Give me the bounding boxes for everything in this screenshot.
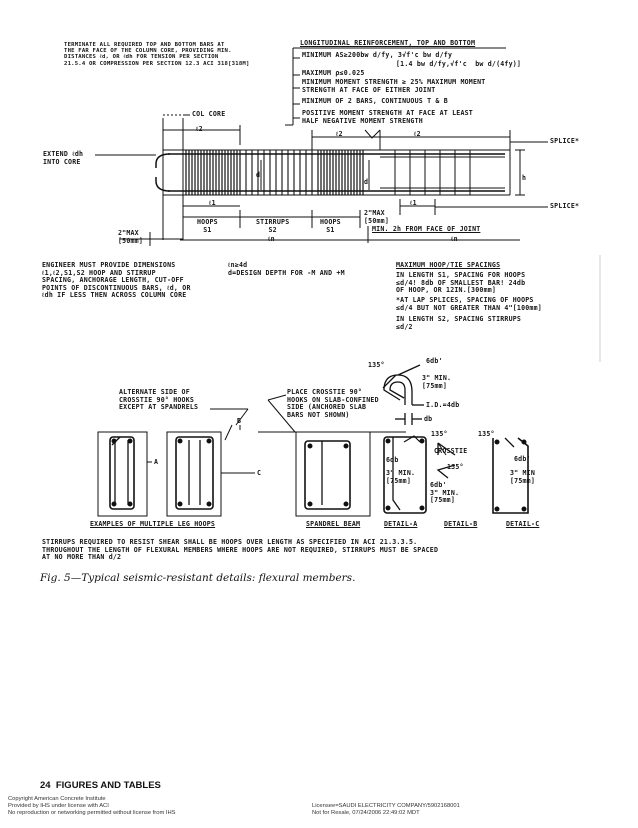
two-max-left: 2"MAX [50mm] [118, 229, 144, 245]
hook-id: I.D.=4db [426, 401, 460, 409]
splice-region [380, 150, 505, 195]
detail-b-title: DETAIL-B [444, 520, 478, 528]
page-footer [40, 780, 161, 791]
detail-135-c: 135° [478, 430, 495, 438]
dim-l2-right-label: ℓ2 [414, 130, 421, 138]
long-reinf-max-rho: MAXIMUM ρ≤0.025 [302, 69, 365, 77]
detail-bottom-note: 6db' 3" MIN. [75mm] [430, 481, 460, 505]
detail-6db: 6db [386, 456, 399, 464]
label-b: B [237, 417, 242, 425]
spandrel-title: SPANDREL BEAM [306, 520, 361, 528]
depth-d-right: d [364, 178, 369, 186]
two-max-right: 2"MAX [50mm] [364, 209, 390, 225]
detail-c-title: DETAIL-C [506, 520, 540, 528]
engineer-note: ENGINEER MUST PROVIDE DIMENSIONS ℓ1,ℓ2,S1,S2 HOOP AND STIRRUP SPACING, ANCHORAGE LENGTH, CUT-OFF POINTS OF DISCONTINUOUS BARS, ℓd, OR ℓdh IF LESS THEN ACROSS COLUMN CORE [42, 261, 191, 300]
place-crosstie-note: PLACE CROSSTIE 90° HOOKS ON SLAB-CONFINED SIDE (ANCHORED SLAB BARS NOT SHOWN) [287, 388, 379, 419]
crosstie-label: CROSSTIE [434, 447, 468, 455]
detail-6db-c: 6db' [514, 455, 531, 463]
hoops-s1-label: HOOPS S1 [197, 218, 218, 234]
hook-3min: 3" MIN. [75mm] [422, 374, 452, 390]
label-a: A [154, 458, 159, 466]
detail-3min: 3" MIN. [75mm] [386, 469, 416, 485]
footer-left: Copyright American Concrete Institute Provided by IHS under license with ACI No reproduction or networking permitted without license from IHS [8, 796, 176, 816]
ln-4d-note: ℓn≥4d d=DESIGN DEPTH FOR -M AND +M [228, 261, 345, 277]
alternate-note: ALTERNATE SIDE OF CROSSTIE 90° HOOKS EXCEPT AT SPANDRELS [119, 388, 199, 412]
stirrups-required-note: STIRRUPS REQUIRED TO RESIST SHEAR SHALL BE HOOPS OVER LENGTH AS SPECIFIED IN ACI 21.3.3.5. THROUGHOUT THE LENGTH OF FLEXURAL MEMBERS WHERE HOOPS ARE NOT REQUIRED, STIRRUPS MUST BE SPACED AT NO MORE THAN d/2 [42, 538, 439, 562]
extend-note: EXTEND ℓdh INTO CORE [43, 150, 84, 166]
leaders [210, 395, 295, 432]
max-hoop-s1: IN LENGTH S1, SPACING FOR HOOPS ≤d/4! 8db OF SMALLEST BAR! 24db OF HOOP, OR 12IN.[300mm] [396, 271, 526, 295]
max-hoop-title: MAXIMUM HOOP/TIE SPACINGS [396, 261, 501, 269]
dim-ln-label: ℓn [268, 235, 275, 243]
dim-l1-left-label: ℓ1 [209, 199, 216, 207]
detail-a-title: DETAIL-A [384, 520, 418, 528]
splice-top-label: SPLICE* [550, 137, 580, 145]
max-hoop-splice: *AT LAP SPLICES, SPACING OF HOOPS ≤d/4 BUT NOT GREATER THAN 4"[100mm] [396, 296, 542, 312]
long-reinf-min-moment: MINIMUM MOMENT STRENGTH ≥ 25% MAXIMUM MOMENT STRENGTH AT FACE OF EITHER JOINT [302, 78, 486, 94]
label-c: C [257, 469, 262, 477]
col-core-label: COL CORE [192, 110, 226, 118]
dim-l1-right-label: ℓ1 [410, 199, 417, 207]
long-reinf-positive: POSITIVE MOMENT STRENGTH AT FACE AT LEAST HALF NEGATIVE MOMENT STRENGTH [302, 109, 473, 125]
figure-caption: Fig. 5—Typical seismic-resistant details: flexural members. [40, 572, 356, 584]
detail-135-a: 135° [431, 430, 448, 438]
hoops-left [186, 150, 240, 195]
page-section: FIGURES AND TABLES [55, 780, 161, 791]
depth-d-left: d [256, 171, 261, 179]
hoops-right [318, 150, 363, 195]
long-reinf-min-as: MINIMUM AS≥200bw d/fy, 3√f'c bw d/fy [302, 51, 453, 59]
page-number: 24 [40, 780, 51, 791]
dim-ln2-label: ℓn [451, 235, 458, 243]
hook-6db: 6db' [426, 357, 443, 365]
long-reinf-min-as-si: [1.4 bw d/fy,√f'c bw d/(4fy)] [396, 60, 522, 68]
min-2h-label: MIN. 2h FROM FACE OF JOINT [372, 225, 481, 233]
hook-db: db [424, 415, 433, 423]
examples-title: EXAMPLES OF MULTIPLE LEG HOOPS [90, 520, 216, 528]
long-reinf-title: LONGITUDINAL REINFORCEMENT, TOP AND BOTTOM [300, 39, 476, 47]
height-h: h [522, 174, 527, 182]
max-hoop-s2: IN LENGTH S2, SPACING STIRRUPS ≤d/2 [396, 315, 522, 331]
dim-l2-mid-label: ℓ2 [336, 130, 343, 138]
top-dims [312, 130, 548, 150]
dim-l2-left-label: ℓ2 [196, 125, 203, 133]
splice-bottom-label: SPLICE* [550, 202, 580, 210]
note-terminate: TERMINATE ALL REQUIRED TOP AND BOTTOM BARS AT THE FAR FACE OF THE COLUMN CORE, PROVIDING MIN. DISTANCES ℓd, OR ℓdh FOR TENSION PER SECTION 21.5.4 OR COMPRESSION PER SECTION 12.3 ACI 318[318M] [64, 42, 250, 67]
hook-135: 135° [368, 361, 385, 369]
long-reinf-min-bars: MINIMUM OF 2 BARS, CONTINUOUS T & B [302, 97, 448, 105]
detail-3min-c: 3" MIN [75mm] [510, 469, 536, 485]
stirrups-s2-label: STIRRUPS S2 [256, 218, 290, 234]
detail-135-b: 135° [447, 463, 464, 471]
hoops-s1b-label: HOOPS S1 [320, 218, 341, 234]
hook-detail [383, 365, 424, 425]
footer-right: Licensee=SAUDI ELECTRICITY COMPANY/5902168001 Not for Resale, 07/24/2006 22:49:02 MDT [312, 803, 460, 816]
